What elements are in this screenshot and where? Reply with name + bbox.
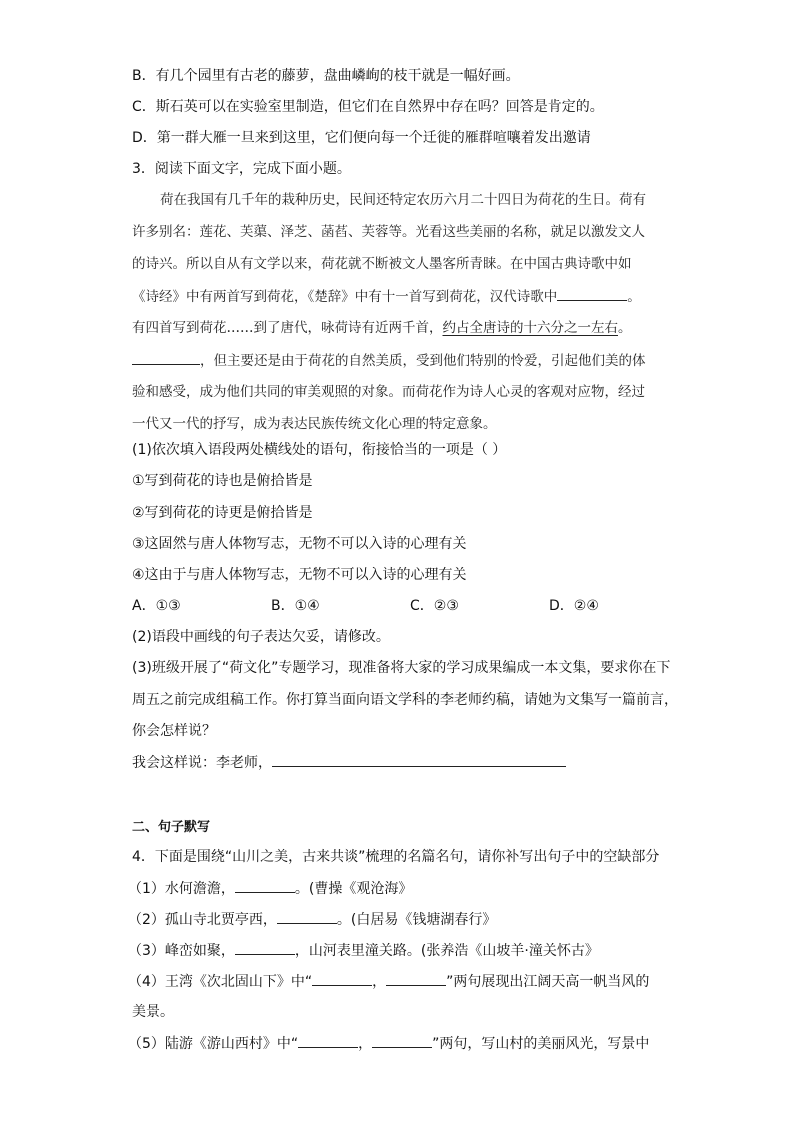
blank-1[interactable] (557, 286, 627, 301)
subquestion-2: (2)语段中画线的句子表达欠妥，请修改。 (132, 629, 390, 645)
item-4-tail: ”两句展现出江阔天高一帆当风的 (446, 974, 650, 990)
item-3 (128, 940, 599, 961)
option-d-line: D．第一群大雁一旦来到这里，它们便向每一个迁徙的雁群喧嚷着发出邀请 (132, 130, 591, 146)
statement-3: ③这固然与唐人体物写志，无物不可以入诗的心理有关 (132, 536, 467, 552)
underlined-sentence: 约占全唐诗的十六分之一左右 (442, 320, 618, 336)
item-4 (128, 971, 649, 992)
question-4-title: 4．下面是围绕“山川之美，古来共谈”梳理的名篇名句，请你补写出句子中的空缺部分 (132, 849, 660, 865)
subquestion-3-line-3: 你会怎样说？ (132, 723, 216, 739)
item-4-text: （4）王湾《次北固山下》中“ (128, 974, 313, 990)
passage-line-4-end: 。 (627, 289, 641, 305)
choice-d[interactable]: D．②④ (549, 598, 599, 614)
item-4-blank-1[interactable] (312, 971, 372, 986)
question-3-title: 3．阅读下面文字，完成下面小题。 (132, 161, 351, 177)
passage-line-2: 许多别名：莲花、芙蕖、泽芝、菡萏、芙蓉等。光看这些美丽的名称，就足以激发文人 (132, 224, 645, 240)
item-5-comma: ， (358, 1036, 373, 1052)
passage-line-7: 验和感受，成为他们共同的审美观照的对象。而荷花作为诗人心灵的客观对应物，经过 (132, 384, 645, 400)
statement-1: ①写到荷花的诗也是俯拾皆是 (132, 473, 313, 489)
item-2-text: （2）孤山寺北贾亭西， (128, 912, 277, 928)
item-2 (128, 909, 496, 930)
item-4-comma: ， (372, 974, 387, 990)
passage-line-6-text: ，但主要还是由于荷花的自然美质，受到他们特别的怜爱，引起他们美的体 (200, 353, 646, 369)
statement-4: ④这由于与唐人体物写志，无物不可以入诗的心理有关 (132, 567, 467, 583)
item-1-source: 。(曹操《观沧海》 (294, 881, 413, 897)
item-5 (128, 1033, 649, 1054)
passage-line-4 (132, 286, 660, 307)
passage-line-4-text: 《诗经》中有两首写到荷花，《楚辞》中有十一首写到荷花，汉代诗歌中 (132, 289, 558, 305)
subquestion-1: (1)依次填入语段两处横线处的语句，衔接恰当的一项是（ ） (132, 442, 507, 458)
option-c-line: C．斯石英可以在实验室里制造，但它们在自然界中存在吗？回答是肯定的。 (132, 99, 604, 115)
answer-line (132, 752, 566, 773)
item-2-blank[interactable] (277, 909, 337, 924)
choice-a[interactable]: A．①③ (132, 598, 181, 614)
passage-line-5-end: 。 (618, 320, 632, 336)
passage-line-5-text: 有四首写到荷花……到了唐代，咏荷诗有近两千首， (132, 320, 443, 336)
passage-line-6 (132, 350, 660, 371)
item-3-text: （3）峰峦如聚， (128, 943, 235, 959)
passage-line-3: 的诗兴。所以自从有文学以来，荷花就不断被文人墨客所青睐。在中国古典诗歌中如 (132, 256, 632, 272)
item-5-blank-1[interactable] (298, 1033, 358, 1048)
section-heading: 二、句子默写 (132, 820, 211, 835)
item-5-text: （5）陆游《游山西村》中“ (128, 1036, 299, 1052)
item-2-source: 。(白居易《钱塘湖春行》 (336, 912, 497, 928)
passage-line-5 (132, 318, 660, 338)
item-3-blank[interactable] (235, 940, 295, 955)
choice-b[interactable]: B．①④ (271, 598, 320, 614)
blank-2[interactable] (132, 350, 200, 365)
item-1-blank[interactable] (235, 878, 295, 893)
item-1 (128, 878, 412, 899)
item-5-tail: ”两句，写山村的美丽风光，写景中 (432, 1036, 650, 1052)
item-4-continuation: 美景。 (132, 1004, 174, 1020)
answer-blank[interactable] (272, 752, 566, 767)
passage-line-1: 荷在我国有几千年的栽种历史，民间还特定农历六月二十四日为荷花的生日。荷有 (160, 192, 646, 208)
statement-2: ②写到荷花的诗更是俯拾皆是 (132, 505, 313, 521)
item-3-source: ，山河表里潼关路。(张养浩《山坡羊·潼关怀古》 (294, 943, 599, 959)
item-1-text: （1）水何澹澹， (128, 881, 235, 897)
subquestion-3-line-2: 周五之前完成组稿工作。你打算当面向语文学科的李老师约稿，请她为文集写一篇前言， (132, 692, 678, 708)
option-b-line: B．有几个园里有古老的藤萝，盘曲嶙峋的枝干就是一幅好画。 (132, 68, 520, 84)
item-5-blank-2[interactable] (372, 1033, 432, 1048)
choice-c[interactable]: C．②③ (410, 598, 459, 614)
passage-line-8: 一代又一代的抒写，成为表达民族传统文化心理的特定意象。 (132, 416, 497, 432)
item-4-blank-2[interactable] (386, 971, 446, 986)
answer-prompt: 我会这样说：李老师， (132, 755, 272, 771)
subquestion-3-line-1: (3)班级开展了“荷文化”专题学习，现准备将大家的学习成果编成一本文集，要求你在下 (132, 660, 671, 676)
